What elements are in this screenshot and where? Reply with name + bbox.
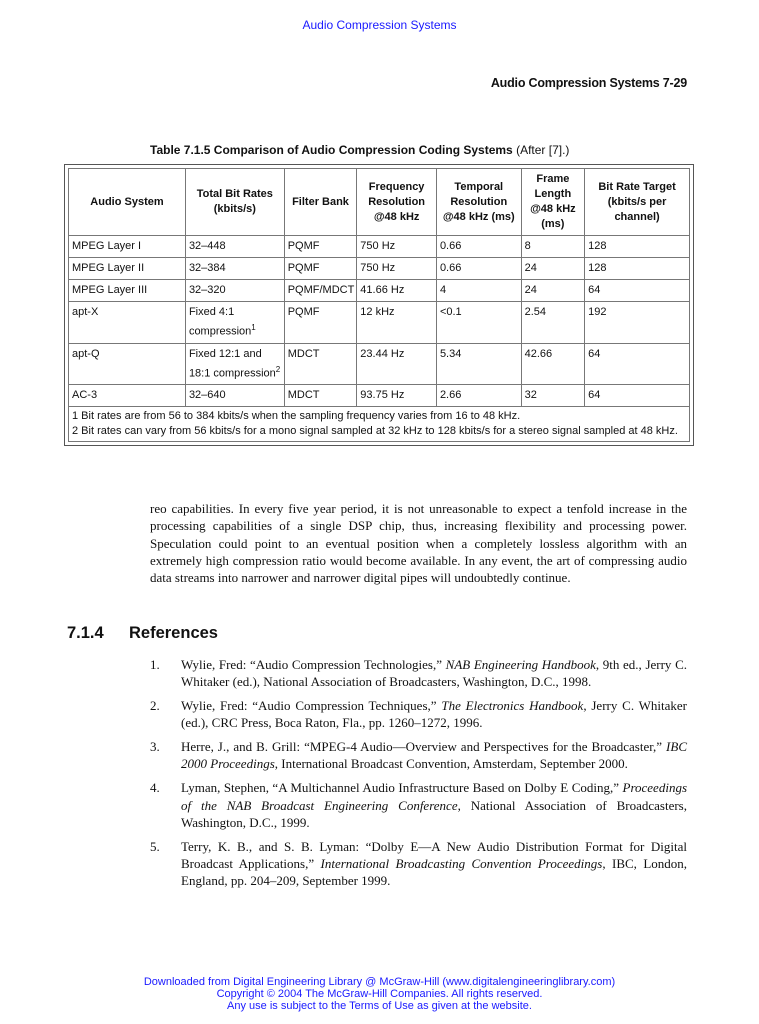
table-row	[69, 385, 690, 407]
table-cell: 2.54	[521, 302, 585, 344]
reference-number: 1.	[150, 657, 160, 672]
table-cell: 32–448	[185, 236, 284, 258]
cell-text: Fixed 12:1 and 18:1 compression	[188, 347, 276, 380]
table-header-row	[69, 169, 690, 236]
list-item	[150, 738, 687, 773]
table-caption	[150, 143, 569, 157]
table-cell	[185, 302, 284, 344]
reference-authors: Wylie, Fred: “Audio Compression Technologies,”	[181, 657, 446, 672]
table-cell: MDCT	[284, 343, 357, 385]
comparison-table	[68, 168, 690, 442]
reference-source: International Broadcasting Convention Proceedings	[320, 855, 603, 871]
page-footer	[0, 976, 759, 1012]
table-header-cell: Audio System	[69, 169, 186, 236]
reference-authors: Terry, K. B., and S. B. Lyman: “Dolby E—A New Audio Distribution Format for Digital Broadcast Applications,”	[181, 838, 687, 871]
table-footnote: 1 Bit rates are from 56 to 384 kbits/s when the sampling frequency varies from 16 to 48 kHz.	[72, 410, 521, 423]
reference-source: The Electronics Handbook	[441, 698, 584, 714]
reference-number: 4.	[150, 780, 160, 796]
list-item	[150, 779, 687, 831]
reference-details: , International Broadcast Convention, Amsterdam, September 2000.	[274, 756, 628, 772]
table-header-cell: Frequency Resolution @48 kHz	[357, 169, 437, 236]
table-cell: 32–384	[185, 258, 284, 280]
table-cell: <0.1	[436, 302, 521, 344]
table-cell: 32–640	[185, 385, 284, 407]
table-cell: 128	[585, 258, 690, 280]
table-cell: 23.44 Hz	[357, 343, 437, 385]
table-cell: 32–320	[185, 280, 284, 302]
table-cell: 93.75 Hz	[357, 385, 437, 407]
section-heading	[67, 624, 218, 643]
reference-text	[181, 697, 687, 732]
reference-authors: Wylie, Fred: “Audio Compression Techniques,”	[181, 698, 442, 714]
running-head: Audio Compression Systems 7-29	[490, 76, 687, 90]
table-caption-source: (After [7].)	[512, 143, 570, 157]
table-cell: 41.66 Hz	[357, 280, 437, 302]
reference-text	[181, 838, 687, 890]
table-cell: MPEG Layer III	[69, 280, 186, 302]
reference-number: 2.	[150, 698, 160, 714]
reference-source: NAB Engineering Handbook	[445, 657, 596, 672]
reference-text	[181, 779, 687, 831]
table-cell: 24	[521, 258, 585, 280]
table-cell: 8	[521, 236, 585, 258]
table-cell: 64	[585, 343, 690, 385]
page-banner-link[interactable]: Audio Compression Systems	[302, 18, 457, 32]
table-cell: 4	[436, 280, 521, 302]
table-cell: MDCT	[284, 385, 357, 407]
table-cell: PQMF	[284, 236, 357, 258]
reference-details: , Jerry C. Whitaker (ed.), CRC Press, Boca Raton, Fla., pp. 1260–1272, 1996.	[181, 698, 688, 731]
table-cell: MPEG Layer I	[69, 236, 186, 258]
table-caption-title: Table 7.1.5 Comparison of Audio Compression Coding Systems	[150, 143, 513, 157]
table-cell: PQMF	[284, 302, 357, 344]
table-cell: 24	[521, 280, 585, 302]
reference-list	[150, 656, 687, 896]
table-row	[69, 343, 690, 385]
table-cell: 5.34	[436, 343, 521, 385]
list-item	[150, 838, 687, 890]
table-row	[69, 236, 690, 258]
body-paragraph: reo capabilities. In every five year period, it is not unreasonable to expect a tenfold increase in the processing capabilities of a single DSP chip, thus, increasing flexibility and processing power. Speculation could point to an eventual position when a completely lossless algorithm with an extremely high compression ratio would become available. In any event, the art of compressing audio data streams into narrower and narrower digital pipes will undoubtedly continue.	[150, 501, 687, 586]
table-cell: 64	[585, 385, 690, 407]
table-row	[69, 280, 690, 302]
table-cell: apt-Q	[69, 343, 186, 385]
table-footnote: 2 Bit rates can vary from 56 kbits/s for a mono signal sampled at 32 kHz to 128 kbits/s for a stereo signal sampled at 48 kHz.	[72, 425, 678, 438]
footnote-marker: 2	[275, 364, 281, 374]
reference-details: , 9th ed., Jerry C. Whitaker (ed.), National Association of Broadcasters, Washington, D.C., 1998.	[181, 657, 687, 690]
footer-terms-link[interactable]: Any use is subject to the Terms of Use as given at the website.	[227, 1000, 532, 1012]
reference-details: , National Association of Broadcasters, Washington, D.C., 1999.	[181, 797, 687, 830]
table-header-cell: Filter Bank	[284, 169, 357, 236]
footnote-marker: 1	[251, 323, 256, 332]
table-cell: 12 kHz	[357, 302, 437, 344]
table-cell: 0.66	[436, 258, 521, 280]
table-cell: AC-3	[69, 385, 186, 407]
reference-number: 5.	[150, 838, 160, 854]
table-cell: 0.66	[436, 236, 521, 258]
reference-source: IBC 2000 Proceedings	[181, 739, 687, 772]
reference-authors: Herre, J., and B. Grill: “MPEG-4 Audio—Overview and Perspectives for the Broadcaster,”	[181, 739, 667, 755]
table-header-cell: Frame Length @48 kHz (ms)	[521, 169, 585, 236]
list-item	[150, 656, 687, 691]
comparison-table-frame	[64, 164, 694, 446]
table-cell: PQMF/MDCT	[284, 280, 357, 302]
table-row	[69, 258, 690, 280]
table-cell: 192	[585, 302, 690, 344]
cell-text: Fixed 4:1 compression	[188, 306, 252, 338]
table-cell: 64	[585, 280, 690, 302]
reference-source: Proceedings of the NAB Broadcast Engineering Conference	[181, 780, 687, 813]
section-number: 7.1.4	[67, 624, 104, 642]
table-row	[69, 302, 690, 344]
footer-copyright: Copyright © 2004 The McGraw-Hill Companies. All rights reserved.	[216, 988, 543, 1000]
table-cell: 128	[585, 236, 690, 258]
table-notes-row	[69, 407, 690, 442]
list-item	[150, 697, 687, 732]
table-header-cell: Bit Rate Target (kbits/s per channel)	[585, 169, 690, 236]
table-cell: PQMF	[284, 258, 357, 280]
table-cell: 750 Hz	[357, 258, 437, 280]
table-cell: 750 Hz	[357, 236, 437, 258]
reference-authors: Lyman, Stephen, “A Multichannel Audio Infrastructure Based on Dolby E Coding,”	[181, 780, 623, 796]
footer-download-link[interactable]: Downloaded from Digital Engineering Library @ McGraw-Hill (www.digitalengineeringlibrary.com)	[143, 976, 616, 988]
table-cell: 32	[521, 385, 585, 407]
reference-text	[181, 738, 687, 773]
table-header-cell: Total Bit Rates (kbits/s)	[185, 169, 284, 236]
table-cell: apt-X	[69, 302, 186, 344]
table-cell: 2.66	[436, 385, 521, 407]
reference-details: , IBC, London, England, pp. 204–209, September 1999.	[181, 855, 688, 889]
reference-number: 3.	[150, 739, 160, 755]
table-cell: MPEG Layer II	[69, 258, 186, 280]
table-cell: 42.66	[521, 343, 585, 385]
reference-text	[181, 656, 687, 691]
table-notes	[69, 407, 690, 442]
table-cell	[185, 343, 284, 385]
table-header-cell: Temporal Resolution @48 kHz (ms)	[436, 169, 521, 236]
section-title: References	[129, 624, 218, 642]
